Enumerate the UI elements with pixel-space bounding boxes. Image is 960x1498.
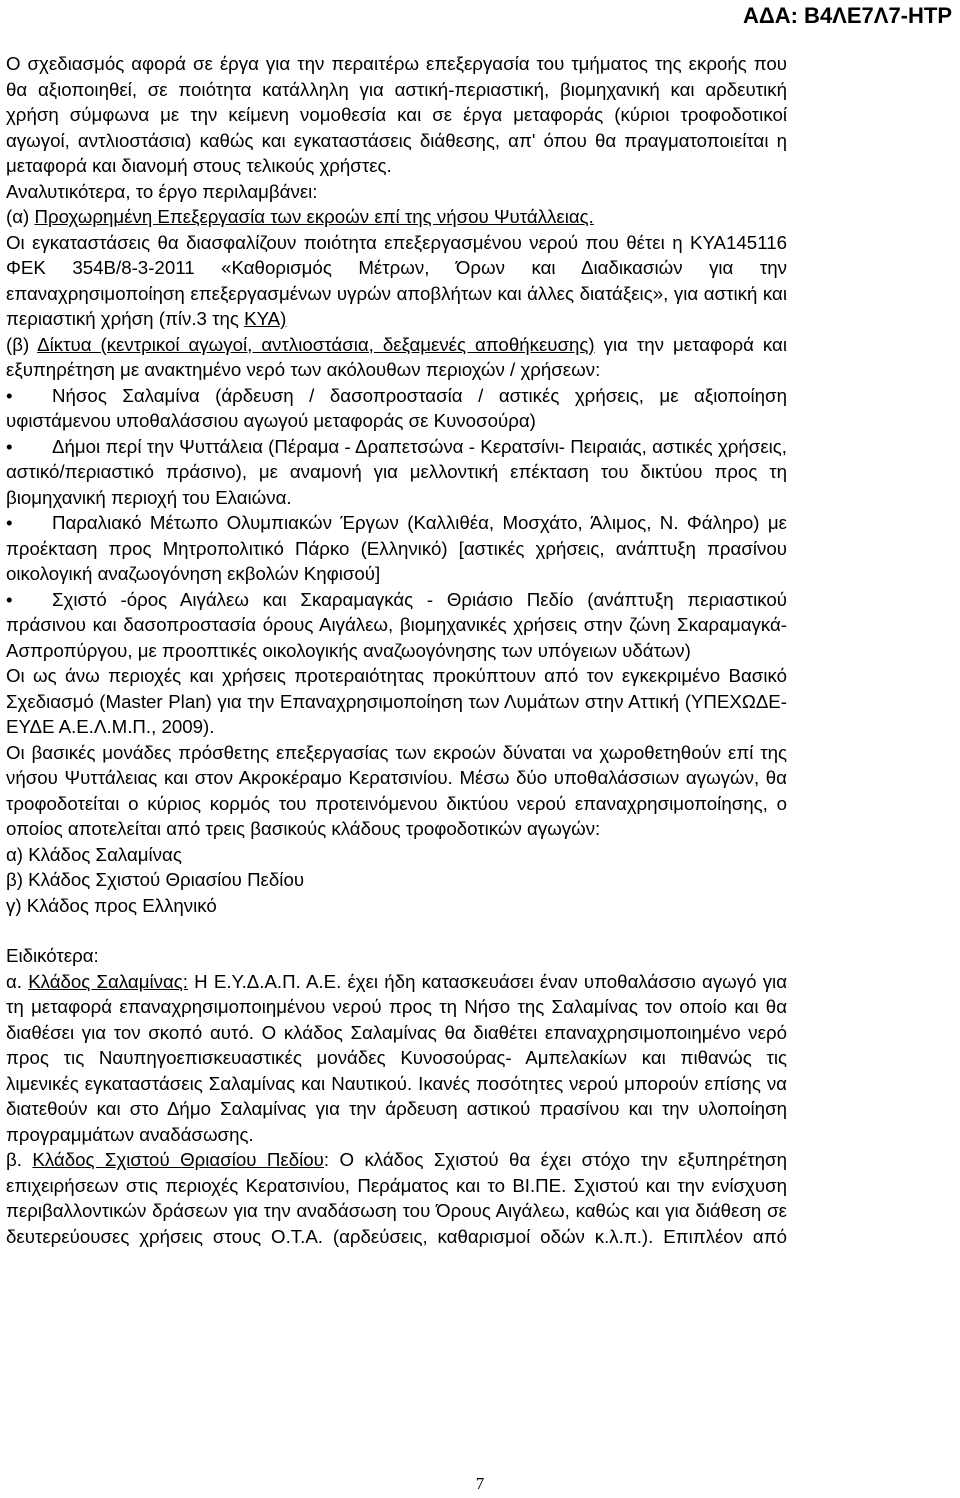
- item-a-title: Προχωρημένη Επεξεργασία των εκροών επί της νήσου Ψυτάλλειας.: [34, 206, 594, 227]
- schisto-title: Κλάδος Σχιστού Θριασίου Πεδίου: [32, 1149, 324, 1170]
- paragraph-salamina: [6, 969, 787, 1148]
- paragraph-quality: [6, 230, 787, 332]
- branch-item: γ) Κλάδος προς Ελληνικό: [6, 894, 217, 916]
- item-b-label: (β): [6, 333, 38, 355]
- branch-item: α) Κλάδος Σαλαμίνας: [6, 843, 182, 865]
- section-heading: Ειδικότερα:: [6, 945, 99, 966]
- item-b: [6, 332, 787, 383]
- bullet-icon: •: [6, 512, 13, 533]
- page-number: 7: [475, 1474, 485, 1493]
- bullet-text: Νήσος Σαλαμίνα (άρδευση / δασοπροστασία / αστικές χρήσεις, με αξιοποίηση υφιστάμενου υποθαλάσσιου αγωγού μεταφοράς σε Κυνοσούρα): [6, 384, 787, 431]
- bullet-icon: •: [6, 384, 13, 406]
- item-b-text: για την μεταφορά και εξυπηρέτηση με ανακτημένο νερό των ακόλουθων περιοχών / χρήσεων:: [6, 333, 787, 380]
- paragraph-quality-ref: ΚΥΑ): [244, 308, 287, 329]
- branch-item: β) Κλάδος Σχιστού Θριασίου Πεδίου: [6, 869, 305, 890]
- spacer: [6, 918, 787, 943]
- item-a-label: (α): [6, 206, 35, 227]
- bullet-item: [6, 434, 787, 511]
- document-body: [6, 51, 787, 1249]
- bullet-item: [6, 510, 787, 587]
- bullet-item: [6, 383, 787, 434]
- bullet-icon: •: [6, 588, 13, 610]
- paragraph-priority: Οι ως άνω περιοχές και χρήσεις προτεραιότητας προκύπτουν από τον εγκεκριμένο Βασικό Σχεδιασμό (Master Plan) για την Επαναχρησιμοποίηση των Λυμάτων στην Αττική (ΥΠΕΧΩΔΕ-ΕΥΔΕ Α.Ε.Λ.Μ.Π., 2009).: [6, 665, 787, 737]
- bullet-icon: •: [6, 435, 13, 457]
- bullet-text: Δήμοι περί την Ψυττάλεια (Πέραμα - Δραπετσώνα - Κερατσίνι- Πειραιάς, αστικές χρήσεις, αστικό/περιαστικό πράσινο), με αναμονή για μελλοντική επέκταση του δικτύου προς τη βιομηχανική περιοχή του Ελαιώνα.: [6, 435, 787, 508]
- schisto-label: β.: [6, 1149, 33, 1170]
- bullet-item: [6, 587, 787, 664]
- paragraph-units: Οι βασικές μονάδες πρόσθετης επεξεργασίας των εκροών δύναται να χωροθετηθούν επί της νήσου Ψυττάλειας και στον Ακροκέραμο Κερατσινίου. Μέσω δύο υποθαλάσσιων αγωγών, θα τροφοδοτείται ο κύριος κορμός του προτεινόμενου δικτύου νερού επαναχρησιμοποίησης, ο οποίος αποτελείται από τρεις βασικούς κλάδους τροφοδοτικών αγωγών:: [6, 741, 787, 839]
- paragraph-quality-text: Οι εγκαταστάσεις θα διασφαλίζουν ποιότητα επεξεργασμένου νερού που θέτει η ΚΥΑ145116 ΦΕΚ 354Β/8-3-2011 «Καθορισμός Μέτρων, Όρων και Διαδικασιών για την επαναχρησιμοποίηση επεξεργασμένων υγρών αποβλήτων και άλλες διατάξεις», για αστική και περιαστική χρήση (πίν.3 της: [6, 231, 787, 329]
- salamina-text: Η Ε.Υ.Δ.Α.Π. Α.Ε. έχει ήδη κατασκευάσει έναν υποθαλάσσιο αγωγό για τη μεταφορά επαναχρησιμοποιημένου νερού προς τη Νήσο της Σαλαμίνας τον οποίο και θα διαθέσει για τον σκοπό αυτό. Ο κλάδος Σαλαμίνας θα διαθέτει επαναχρησιμοποιημένο νερό προς τις Ναυπηγοεπισκευαστικές μονάδες Κυνοσούρας- Αμπελακίων και πιθανώς τις λιμενικές εγκαταστάσεις Σαλαμίνας και Ναυτικού. Ικανές ποσότητες νερού μπορούν επίσης να διατεθούν και στο Δήμο Σαλαμίνας για την άρδευση αστικού πρασίνου και την υλοποίηση προγραμμάτων αναδάσωσης.: [6, 970, 787, 1145]
- salamina-label: α.: [6, 970, 29, 992]
- paragraph-intro: Ο σχεδιασμός αφορά σε έργα για την περαιτέρω επεξεργασία του τμήματος της εκροής που θα αξιοποιηθεί, σε ποιότητα κατάλληλη για αστική-περιαστική, βιομηχανική και αρδευτική χρήση σύμφωνα με την κείμενη νομοθεσία και σε έργα μεταφοράς (κύριοι τροφοδοτικοί αγωγοί, αντλιοστάσια) καθώς και εγκαταστάσεις διάθεσης, απ' όπου θα πραγματοποιείται η μεταφορά και διανομή στους τελικούς χρήστες.: [6, 53, 787, 176]
- bullet-text: Σχιστό -όρος Αιγάλεω και Σκαραμαγκάς - Θριάσιο Πεδίο (ανάπτυξη περιαστικού πράσινου και δασοπροστασία όρους Αιγάλεω, βιομηχανικές χρήσεις στην ζώνη Σκαραμαγκά-Ασπροπύργου, με προοπτικές οικολογικής αναζωογόνησης των υπόγειων υδάτων): [6, 588, 787, 661]
- paragraph-schisto: [6, 1147, 787, 1249]
- item-b-title: Δίκτυα (κεντρικοί αγωγοί, αντλιοστάσια, δεξαμενές αποθήκευσης): [37, 333, 595, 355]
- salamina-title: Κλάδος Σαλαμίνας:: [28, 970, 188, 992]
- schisto-text: : Ο κλάδος Σχιστού θα έχει στόχο την εξυπηρέτηση επιχειρήσεων στις περιοχές Κερατσινίου, Περάματος και το ΒΙ.ΠΕ. Σχιστού και την ενίσχυση περιβαλλοντικών δράσεων για την αναδάσωση του Όρους Αιγάλεω, καθώς και για διάθεση σε δευτερεύουσες χρήσεις στους Ο.Τ.Α. (αρδεύσεις, καθαρισμοί οδών κ.λ.π.). Επιπλέον από: [6, 1149, 787, 1247]
- document-code: ΑΔΑ: Β4ΛΕ7Λ7-ΗΤΡ: [743, 3, 952, 28]
- item-a: [6, 204, 787, 230]
- paragraph-analysis: Αναλυτικότερα, το έργο περιλαμβάνει:: [6, 180, 318, 202]
- bullet-text: Παραλιακό Μέτωπο Ολυμπιακών Έργων (Καλλιθέα, Μοσχάτο, Άλιμος, Ν. Φάληρο) με προέκταση προς Μητροπολιτικό Πάρκο (Ελληνικό) [αστικές χρήσεις, ανάπτυξη πρασίνου οικολογική αναζωογόνηση εκβολών Κηφισού]: [6, 512, 787, 584]
